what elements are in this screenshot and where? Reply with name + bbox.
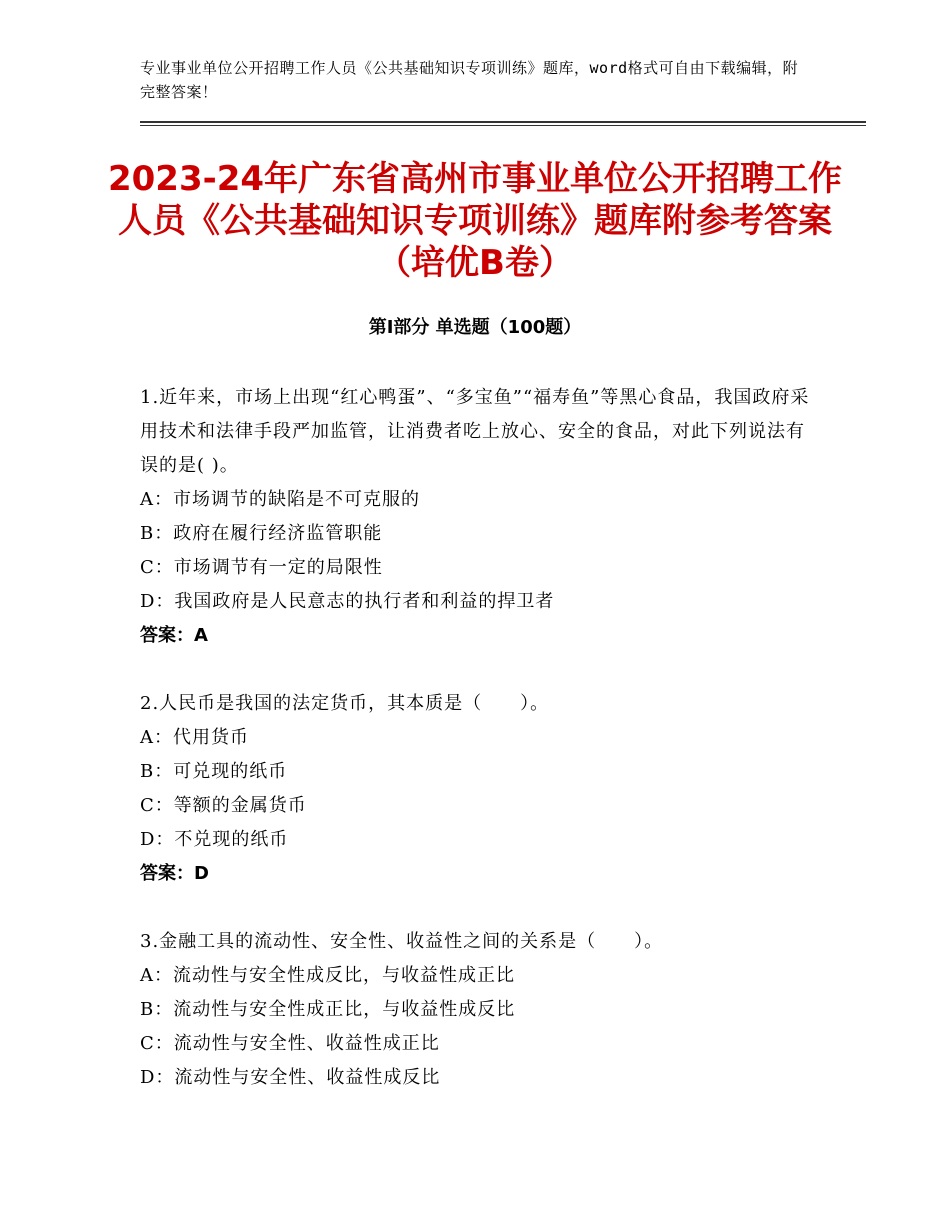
option-d: D：不兑现的纸币 xyxy=(140,829,289,850)
option-b: B：可兑现的纸币 xyxy=(140,761,288,782)
question-list xyxy=(140,381,820,1129)
option-b: B：流动性与安全性成正比，与收益性成反比 xyxy=(140,999,516,1020)
option-b: B：政府在履行经济监管职能 xyxy=(140,523,383,544)
header-rule-thick xyxy=(140,121,866,123)
option-c: C：市场调节有一定的局限性 xyxy=(140,557,383,578)
header-note: 专业事业单位公开招聘工作人员《公共基础知识专项训练》题库，word格式可自由下载编辑，附完整答案！ xyxy=(140,59,799,101)
option-a: A：市场调节的缺陷是不可克服的 xyxy=(140,489,420,510)
question-3 xyxy=(140,925,820,1095)
option-d: D：流动性与安全性、收益性成反比 xyxy=(140,1067,441,1088)
option-a: A：流动性与安全性成反比，与收益性成正比 xyxy=(140,965,515,986)
option-c: C：流动性与安全性、收益性成正比 xyxy=(140,1033,440,1054)
question-1 xyxy=(140,381,820,653)
document-title: 2023-24年广东省高州市事业单位公开招聘工作人员《公共基础知识专项训练》题库附参考答案（培优B卷） xyxy=(107,159,843,283)
question-stem: 3.金融工具的流动性、安全性、收益性之间的关系是（ ）。 xyxy=(140,931,664,952)
option-d: D：我国政府是人民意志的执行者和利益的捍卫者 xyxy=(140,591,555,612)
header-rule-thin xyxy=(140,125,866,126)
option-a: A：代用货币 xyxy=(140,727,249,748)
answer-label: 答案：D xyxy=(140,863,209,884)
question-2 xyxy=(140,687,820,891)
question-stem: 1.近年来，市场上出现“红心鸭蛋”、“多宝鱼”“福寿鱼”等黑心食品，我国政府采用技术和法律手段严加监管，让消费者吃上放心、安全的食品，对此下列说法有误的是( )。 xyxy=(140,387,810,476)
section-title: 第I部分 单选题（100题） xyxy=(368,317,582,338)
answer-label: 答案：A xyxy=(140,625,208,646)
question-stem: 2.人民币是我国的法定货币，其本质是（ ）。 xyxy=(140,693,550,714)
option-c: C：等额的金属货币 xyxy=(140,795,307,816)
